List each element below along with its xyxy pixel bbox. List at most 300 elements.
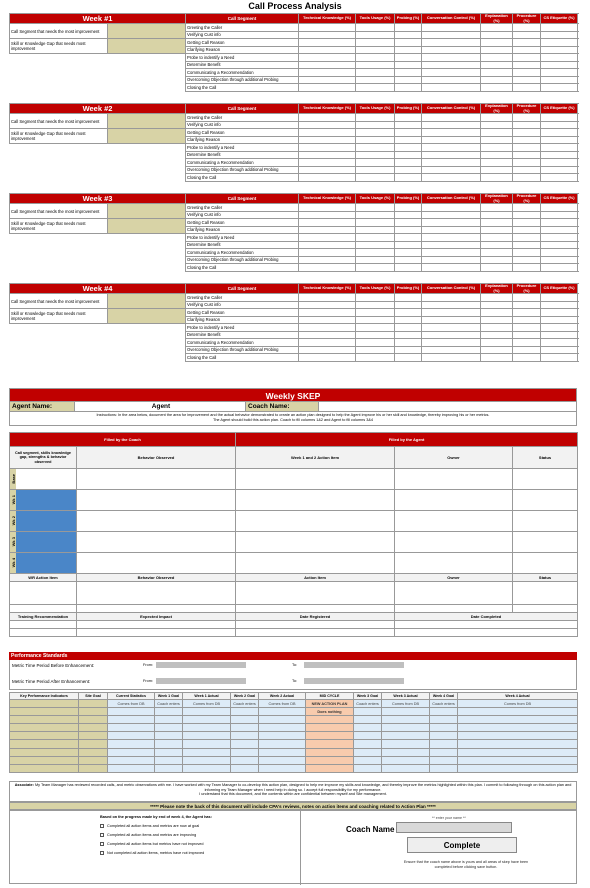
before-from-input[interactable] (156, 662, 246, 668)
metric-cell[interactable] (299, 324, 356, 332)
metric-cell[interactable] (541, 316, 578, 324)
kpi-cell[interactable] (354, 732, 382, 740)
site-goal-cell[interactable] (79, 740, 108, 748)
metric-cell[interactable] (356, 324, 395, 332)
training-cell[interactable] (236, 621, 395, 629)
kpi-cell[interactable] (354, 716, 382, 724)
metric-cell[interactable] (395, 144, 422, 152)
after-to-input[interactable] (304, 678, 404, 684)
complete-button[interactable]: Complete (407, 837, 517, 853)
metric-cell[interactable] (395, 241, 422, 249)
kpi-cell[interactable]: Coach enters (231, 700, 259, 708)
skep-cell[interactable] (77, 490, 236, 511)
kpi-cell[interactable] (354, 740, 382, 748)
metric-cell[interactable] (356, 234, 395, 242)
kpi-cell[interactable] (231, 708, 259, 716)
metric-cell[interactable] (481, 346, 513, 354)
metric-cell[interactable] (299, 264, 356, 272)
metric-cell[interactable] (356, 219, 395, 227)
kpi-name-cell[interactable] (10, 756, 79, 764)
metric-cell[interactable] (299, 24, 356, 32)
after-from-input[interactable] (156, 678, 246, 684)
metric-cell[interactable] (481, 301, 513, 309)
metric-cell[interactable] (541, 211, 578, 219)
kpi-cell[interactable] (155, 716, 183, 724)
kpi-name-cell[interactable] (10, 708, 79, 716)
kpi-cell[interactable] (108, 724, 155, 732)
metric-cell[interactable] (541, 31, 578, 39)
metric-cell[interactable] (299, 114, 356, 122)
metric-cell[interactable] (481, 31, 513, 39)
metric-cell[interactable] (541, 159, 578, 167)
kpi-cell[interactable] (155, 764, 183, 772)
metric-cell[interactable] (513, 354, 541, 362)
metric-cell[interactable] (422, 39, 481, 47)
metric-cell[interactable] (299, 174, 356, 182)
kpi-cell[interactable] (306, 756, 354, 764)
metric-cell[interactable] (299, 301, 356, 309)
kpi-cell[interactable] (259, 764, 306, 772)
metric-cell[interactable] (299, 241, 356, 249)
metric-cell[interactable] (481, 39, 513, 47)
kpi-cell[interactable] (155, 756, 183, 764)
progress-option[interactable] (100, 851, 300, 855)
skep-cell[interactable] (395, 532, 513, 553)
kpi-cell[interactable] (430, 732, 458, 740)
kpi-cell[interactable]: Comes from DB (259, 700, 306, 708)
checkbox[interactable] (100, 833, 104, 837)
kpi-cell[interactable] (155, 724, 183, 732)
gap-input[interactable] (108, 309, 186, 324)
metric-cell[interactable] (395, 76, 422, 84)
metric-cell[interactable] (356, 114, 395, 122)
wr-cell[interactable] (10, 605, 77, 613)
metric-cell[interactable] (481, 211, 513, 219)
metric-cell[interactable] (356, 46, 395, 54)
metric-cell[interactable] (541, 121, 578, 129)
kpi-cell[interactable] (458, 724, 578, 732)
metric-cell[interactable] (299, 249, 356, 257)
focus-segment-input[interactable] (108, 294, 186, 309)
coach-name-field[interactable] (318, 402, 576, 411)
metric-cell[interactable] (481, 84, 513, 92)
metric-cell[interactable] (513, 144, 541, 152)
metric-cell[interactable] (395, 309, 422, 317)
metric-cell[interactable] (356, 331, 395, 339)
metric-cell[interactable] (356, 144, 395, 152)
kpi-cell[interactable] (108, 716, 155, 724)
metric-cell[interactable] (541, 249, 578, 257)
metric-cell[interactable] (356, 166, 395, 174)
metric-cell[interactable] (481, 121, 513, 129)
wr-cell[interactable] (395, 582, 513, 605)
metric-cell[interactable] (299, 151, 356, 159)
metric-cell[interactable] (481, 54, 513, 62)
metric-cell[interactable] (395, 24, 422, 32)
metric-cell[interactable] (299, 316, 356, 324)
metric-cell[interactable] (422, 346, 481, 354)
metric-cell[interactable] (395, 204, 422, 212)
metric-cell[interactable] (356, 226, 395, 234)
metric-cell[interactable] (481, 61, 513, 69)
metric-cell[interactable] (513, 114, 541, 122)
skep-cell[interactable] (513, 553, 578, 574)
metric-cell[interactable] (422, 76, 481, 84)
metric-cell[interactable] (395, 84, 422, 92)
metric-cell[interactable] (422, 256, 481, 264)
kpi-cell[interactable] (382, 724, 430, 732)
metric-cell[interactable] (422, 159, 481, 167)
metric-cell[interactable] (513, 136, 541, 144)
metric-cell[interactable] (541, 69, 578, 77)
metric-cell[interactable] (513, 166, 541, 174)
metric-cell[interactable] (422, 24, 481, 32)
site-goal-cell[interactable] (79, 756, 108, 764)
kpi-cell[interactable] (155, 748, 183, 756)
kpi-cell[interactable] (155, 740, 183, 748)
kpi-cell[interactable] (259, 708, 306, 716)
metric-cell[interactable] (395, 324, 422, 332)
metric-cell[interactable] (422, 174, 481, 182)
metric-cell[interactable] (481, 159, 513, 167)
metric-cell[interactable] (356, 159, 395, 167)
site-goal-cell[interactable] (79, 700, 108, 708)
kpi-cell[interactable] (382, 716, 430, 724)
metric-cell[interactable] (395, 129, 422, 137)
metric-cell[interactable] (541, 136, 578, 144)
kpi-cell[interactable] (108, 756, 155, 764)
metric-cell[interactable] (356, 316, 395, 324)
skep-cell[interactable] (77, 511, 236, 532)
metric-cell[interactable] (356, 264, 395, 272)
metric-cell[interactable] (356, 346, 395, 354)
metric-cell[interactable] (356, 211, 395, 219)
training-cell[interactable] (395, 621, 578, 629)
kpi-cell[interactable]: NEW ACTION PLAN (306, 700, 354, 708)
metric-cell[interactable] (395, 151, 422, 159)
metric-cell[interactable] (541, 331, 578, 339)
wr-cell[interactable] (395, 605, 513, 613)
metric-cell[interactable] (356, 339, 395, 347)
metric-cell[interactable] (541, 24, 578, 32)
metric-cell[interactable] (356, 24, 395, 32)
wr-cell[interactable] (513, 582, 578, 605)
metric-cell[interactable] (299, 39, 356, 47)
before-to-input[interactable] (304, 662, 404, 668)
metric-cell[interactable] (395, 174, 422, 182)
metric-cell[interactable] (513, 211, 541, 219)
training-cell[interactable] (236, 629, 395, 637)
metric-cell[interactable] (395, 249, 422, 257)
metric-cell[interactable] (422, 219, 481, 227)
metric-cell[interactable] (541, 324, 578, 332)
kpi-cell[interactable] (430, 756, 458, 764)
metric-cell[interactable] (541, 301, 578, 309)
kpi-cell[interactable] (306, 716, 354, 724)
wr-cell[interactable] (77, 605, 236, 613)
metric-cell[interactable] (422, 211, 481, 219)
metric-cell[interactable] (422, 204, 481, 212)
metric-cell[interactable] (356, 39, 395, 47)
kpi-cell[interactable] (155, 732, 183, 740)
metric-cell[interactable] (356, 309, 395, 317)
kpi-cell[interactable]: Comes from DB (382, 700, 430, 708)
skep-cell[interactable] (236, 490, 395, 511)
kpi-cell[interactable] (458, 708, 578, 716)
kpi-cell[interactable] (259, 748, 306, 756)
metric-cell[interactable] (422, 241, 481, 249)
metric-cell[interactable] (513, 204, 541, 212)
kpi-cell[interactable] (306, 732, 354, 740)
metric-cell[interactable] (541, 204, 578, 212)
skep-cell[interactable] (77, 532, 236, 553)
metric-cell[interactable] (299, 54, 356, 62)
metric-cell[interactable] (356, 121, 395, 129)
metric-cell[interactable] (481, 166, 513, 174)
coach-name-input[interactable] (396, 822, 512, 833)
kpi-cell[interactable] (382, 756, 430, 764)
metric-cell[interactable] (299, 346, 356, 354)
metric-cell[interactable] (541, 346, 578, 354)
metric-cell[interactable] (356, 69, 395, 77)
metric-cell[interactable] (299, 166, 356, 174)
wr-cell[interactable] (236, 605, 395, 613)
kpi-cell[interactable] (108, 708, 155, 716)
metric-cell[interactable] (299, 144, 356, 152)
kpi-cell[interactable] (231, 716, 259, 724)
metric-cell[interactable] (299, 129, 356, 137)
metric-cell[interactable] (422, 324, 481, 332)
metric-cell[interactable] (513, 69, 541, 77)
kpi-cell[interactable] (458, 716, 578, 724)
metric-cell[interactable] (513, 61, 541, 69)
metric-cell[interactable] (513, 24, 541, 32)
training-cell[interactable] (395, 629, 578, 637)
metric-cell[interactable] (513, 316, 541, 324)
training-cell[interactable] (77, 629, 236, 637)
metric-cell[interactable] (541, 264, 578, 272)
metric-cell[interactable] (481, 339, 513, 347)
metric-cell[interactable] (356, 256, 395, 264)
kpi-cell[interactable] (382, 764, 430, 772)
kpi-cell[interactable] (430, 740, 458, 748)
metric-cell[interactable] (541, 166, 578, 174)
metric-cell[interactable] (541, 241, 578, 249)
metric-cell[interactable] (422, 121, 481, 129)
metric-cell[interactable] (356, 136, 395, 144)
metric-cell[interactable] (395, 316, 422, 324)
focus-segment-input[interactable] (108, 114, 186, 129)
metric-cell[interactable] (299, 204, 356, 212)
metric-cell[interactable] (395, 166, 422, 174)
metric-cell[interactable] (299, 331, 356, 339)
metric-cell[interactable] (481, 151, 513, 159)
skep-row-4[interactable] (10, 553, 77, 574)
metric-cell[interactable] (395, 31, 422, 39)
checkbox[interactable] (100, 851, 104, 855)
metric-cell[interactable] (541, 84, 578, 92)
kpi-cell[interactable] (108, 740, 155, 748)
metric-cell[interactable] (513, 39, 541, 47)
metric-cell[interactable] (395, 69, 422, 77)
metric-cell[interactable] (481, 324, 513, 332)
wr-cell[interactable] (10, 582, 77, 605)
agent-name-field[interactable]: Agent (74, 402, 246, 411)
metric-cell[interactable] (422, 234, 481, 242)
metric-cell[interactable] (422, 129, 481, 137)
metric-cell[interactable] (481, 294, 513, 302)
kpi-cell[interactable] (382, 740, 430, 748)
kpi-cell[interactable] (354, 756, 382, 764)
kpi-name-cell[interactable] (10, 740, 79, 748)
metric-cell[interactable] (395, 46, 422, 54)
kpi-cell[interactable] (354, 708, 382, 716)
metric-cell[interactable] (513, 241, 541, 249)
metric-cell[interactable] (481, 241, 513, 249)
training-cell[interactable] (10, 629, 77, 637)
metric-cell[interactable] (395, 114, 422, 122)
metric-cell[interactable] (356, 84, 395, 92)
metric-cell[interactable] (481, 204, 513, 212)
skep-cell[interactable] (395, 469, 513, 490)
metric-cell[interactable] (395, 54, 422, 62)
skep-cell[interactable] (513, 490, 578, 511)
site-goal-cell[interactable] (79, 764, 108, 772)
metric-cell[interactable] (541, 294, 578, 302)
kpi-cell[interactable] (430, 716, 458, 724)
site-goal-cell[interactable] (79, 732, 108, 740)
kpi-cell[interactable] (354, 724, 382, 732)
kpi-cell[interactable] (458, 764, 578, 772)
metric-cell[interactable] (299, 226, 356, 234)
kpi-cell[interactable] (354, 764, 382, 772)
metric-cell[interactable] (481, 69, 513, 77)
metric-cell[interactable] (541, 76, 578, 84)
kpi-name-cell[interactable] (10, 716, 79, 724)
wr-cell[interactable] (77, 582, 236, 605)
metric-cell[interactable] (395, 301, 422, 309)
metric-cell[interactable] (541, 256, 578, 264)
metric-cell[interactable] (513, 309, 541, 317)
metric-cell[interactable] (513, 174, 541, 182)
skep-cell[interactable] (513, 511, 578, 532)
metric-cell[interactable] (299, 219, 356, 227)
metric-cell[interactable] (422, 54, 481, 62)
metric-cell[interactable] (422, 166, 481, 174)
metric-cell[interactable] (541, 151, 578, 159)
metric-cell[interactable] (395, 61, 422, 69)
skep-row-0[interactable] (10, 469, 77, 490)
metric-cell[interactable] (513, 301, 541, 309)
metric-cell[interactable] (356, 174, 395, 182)
metric-cell[interactable] (422, 264, 481, 272)
kpi-cell[interactable] (183, 740, 231, 748)
kpi-cell[interactable] (231, 756, 259, 764)
metric-cell[interactable] (513, 346, 541, 354)
metric-cell[interactable] (513, 159, 541, 167)
kpi-cell[interactable] (259, 732, 306, 740)
metric-cell[interactable] (513, 256, 541, 264)
metric-cell[interactable] (513, 54, 541, 62)
metric-cell[interactable] (395, 226, 422, 234)
metric-cell[interactable] (481, 354, 513, 362)
metric-cell[interactable] (513, 234, 541, 242)
metric-cell[interactable] (513, 46, 541, 54)
kpi-cell[interactable] (108, 748, 155, 756)
metric-cell[interactable] (541, 39, 578, 47)
progress-option[interactable] (100, 833, 300, 837)
training-cell[interactable] (77, 621, 236, 629)
kpi-cell[interactable] (430, 748, 458, 756)
skep-cell[interactable] (236, 553, 395, 574)
gap-input[interactable] (108, 219, 186, 234)
metric-cell[interactable] (513, 31, 541, 39)
kpi-cell[interactable] (231, 764, 259, 772)
skep-cell[interactable] (395, 490, 513, 511)
metric-cell[interactable] (481, 174, 513, 182)
metric-cell[interactable] (395, 159, 422, 167)
metric-cell[interactable] (481, 136, 513, 144)
metric-cell[interactable] (481, 24, 513, 32)
metric-cell[interactable] (422, 301, 481, 309)
site-goal-cell[interactable] (79, 748, 108, 756)
metric-cell[interactable] (356, 129, 395, 137)
metric-cell[interactable] (541, 219, 578, 227)
kpi-cell[interactable] (306, 764, 354, 772)
kpi-cell[interactable] (259, 724, 306, 732)
kpi-cell[interactable] (306, 748, 354, 756)
metric-cell[interactable] (541, 46, 578, 54)
metric-cell[interactable] (356, 241, 395, 249)
metric-cell[interactable] (299, 69, 356, 77)
metric-cell[interactable] (395, 331, 422, 339)
kpi-cell[interactable] (108, 732, 155, 740)
metric-cell[interactable] (395, 294, 422, 302)
wr-cell[interactable] (236, 582, 395, 605)
focus-segment-input[interactable] (108, 204, 186, 219)
metric-cell[interactable] (541, 339, 578, 347)
metric-cell[interactable] (422, 151, 481, 159)
metric-cell[interactable] (513, 76, 541, 84)
skep-cell[interactable] (513, 469, 578, 490)
metric-cell[interactable] (422, 114, 481, 122)
kpi-cell[interactable] (183, 748, 231, 756)
metric-cell[interactable] (395, 121, 422, 129)
metric-cell[interactable] (395, 211, 422, 219)
kpi-cell[interactable] (382, 708, 430, 716)
metric-cell[interactable] (299, 211, 356, 219)
metric-cell[interactable] (422, 339, 481, 347)
focus-segment-input[interactable] (108, 24, 186, 39)
progress-option[interactable] (100, 824, 300, 828)
metric-cell[interactable] (481, 114, 513, 122)
skep-cell[interactable] (513, 532, 578, 553)
kpi-cell[interactable]: Coach enters (155, 700, 183, 708)
kpi-cell[interactable] (183, 716, 231, 724)
kpi-name-cell[interactable] (10, 764, 79, 772)
kpi-cell[interactable] (183, 756, 231, 764)
metric-cell[interactable] (541, 234, 578, 242)
metric-cell[interactable] (299, 159, 356, 167)
metric-cell[interactable] (481, 234, 513, 242)
metric-cell[interactable] (395, 219, 422, 227)
metric-cell[interactable] (481, 76, 513, 84)
metric-cell[interactable] (481, 219, 513, 227)
checkbox[interactable] (100, 842, 104, 846)
metric-cell[interactable] (513, 84, 541, 92)
metric-cell[interactable] (395, 264, 422, 272)
kpi-name-cell[interactable] (10, 724, 79, 732)
